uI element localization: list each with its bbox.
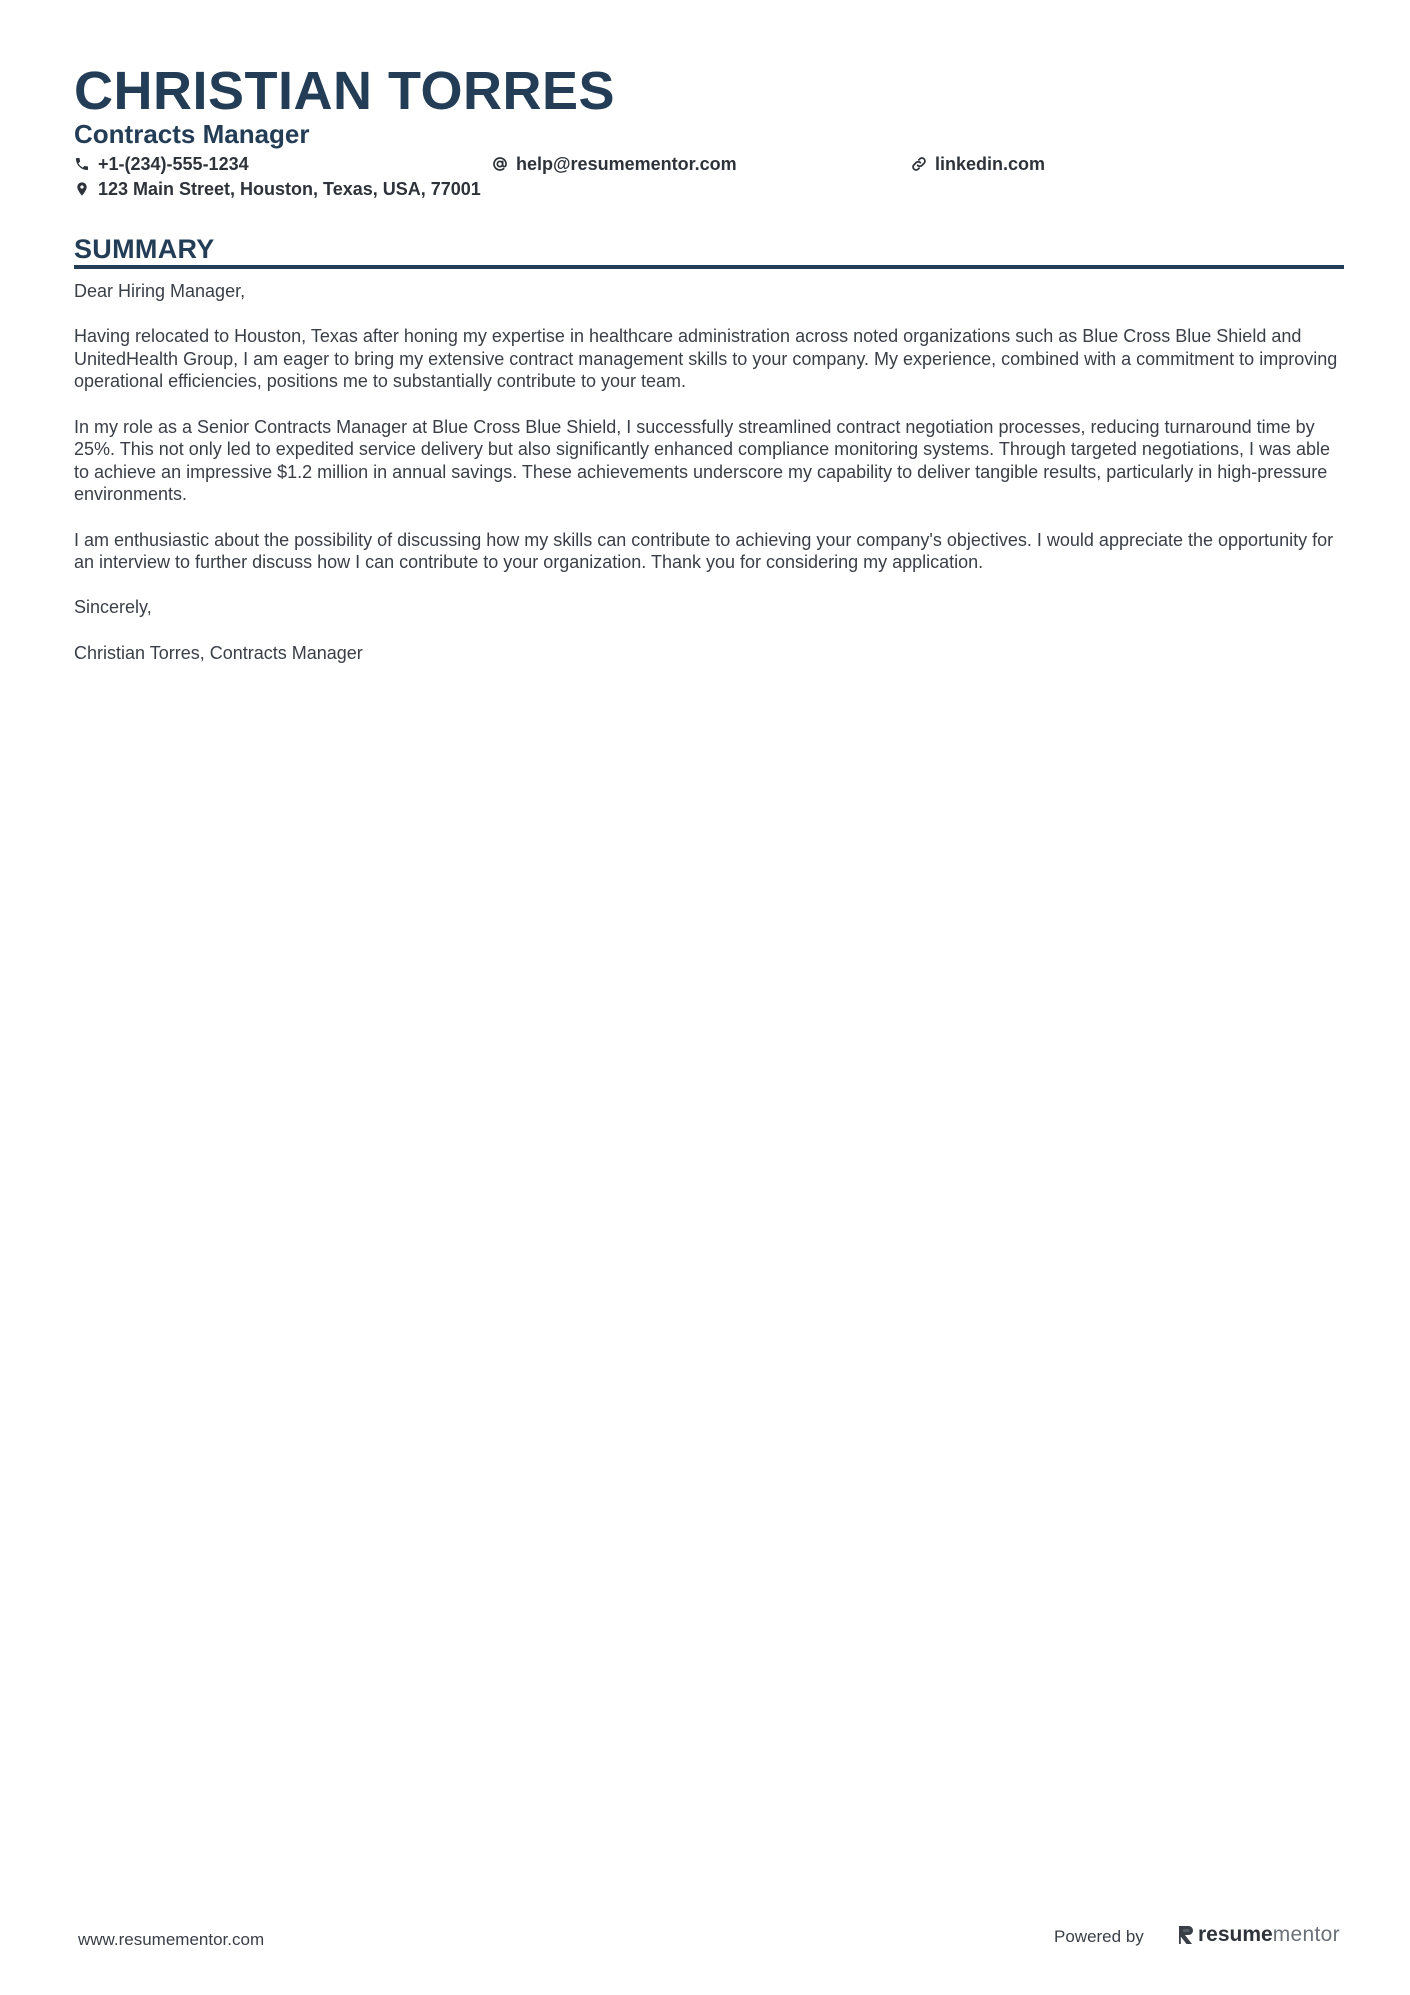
brand-logo bbox=[1177, 1922, 1340, 1948]
at-icon bbox=[492, 156, 508, 172]
address-text: 123 Main Street, Houston, Texas, USA, 77001 bbox=[98, 179, 481, 199]
candidate-title: Contracts Manager bbox=[74, 119, 310, 149]
closing: Sincerely, bbox=[74, 597, 152, 618]
contact-address bbox=[74, 177, 481, 201]
phone-text: +1-(234)-555-1234 bbox=[98, 154, 249, 174]
contact-email bbox=[492, 152, 737, 176]
footer-website: www.resumementor.com bbox=[78, 1930, 265, 1949]
map-pin-icon bbox=[74, 181, 90, 197]
signature: Christian Torres, Contracts Manager bbox=[74, 642, 363, 663]
section-divider bbox=[74, 265, 1344, 269]
letter-body bbox=[74, 280, 1342, 687]
link-icon bbox=[911, 156, 927, 172]
resumementor-logo-icon bbox=[1177, 1925, 1194, 1945]
phone-icon bbox=[74, 156, 90, 172]
link-text: linkedin.com bbox=[935, 154, 1046, 174]
brand-name-strong: resume bbox=[1198, 1923, 1273, 1946]
email-text: help@resumementor.com bbox=[516, 154, 737, 174]
brand-name-light: mentor bbox=[1272, 1923, 1340, 1946]
powered-by-label: Powered by bbox=[1054, 1927, 1144, 1946]
contact-link bbox=[911, 152, 1045, 176]
salutation: Dear Hiring Manager, bbox=[74, 281, 246, 301]
letter-paragraph: I am enthusiastic about the possibility of discussing how my skills can contribute to achieving your company's objectives. I would appreciate the opportunity for an interview to further discuss how I can contribute to your organization. Thank you for considering my application. bbox=[74, 529, 1334, 573]
candidate-name: CHRISTIAN TORRES bbox=[74, 61, 616, 121]
contact-phone bbox=[74, 152, 249, 176]
letter-paragraph: Having relocated to Houston, Texas after honing my expertise in healthcare administration across noted organizations such as Blue Cross Blue Shield and UnitedHealth Group, I am eager to bring my extensive contract management skills to your company. My experience, combined with a commitment to improving operational efficiencies, positions me to substantially contribute to your team. bbox=[74, 326, 1338, 392]
section-heading-summary: SUMMARY bbox=[74, 234, 215, 264]
letter-paragraph: In my role as a Senior Contracts Manager at Blue Cross Blue Shield, I successfully streamlined contract negotiation processes, reducing turnaround time by 25%. This not only led to expedited service delivery but also significantly enhanced compliance monitoring systems. Through targeted negotiations, I was able to achieve an impressive $1.2 million in annual savings. These achievements underscore my capability to deliver tangible results, particularly in high-pressure environments. bbox=[74, 416, 1331, 505]
